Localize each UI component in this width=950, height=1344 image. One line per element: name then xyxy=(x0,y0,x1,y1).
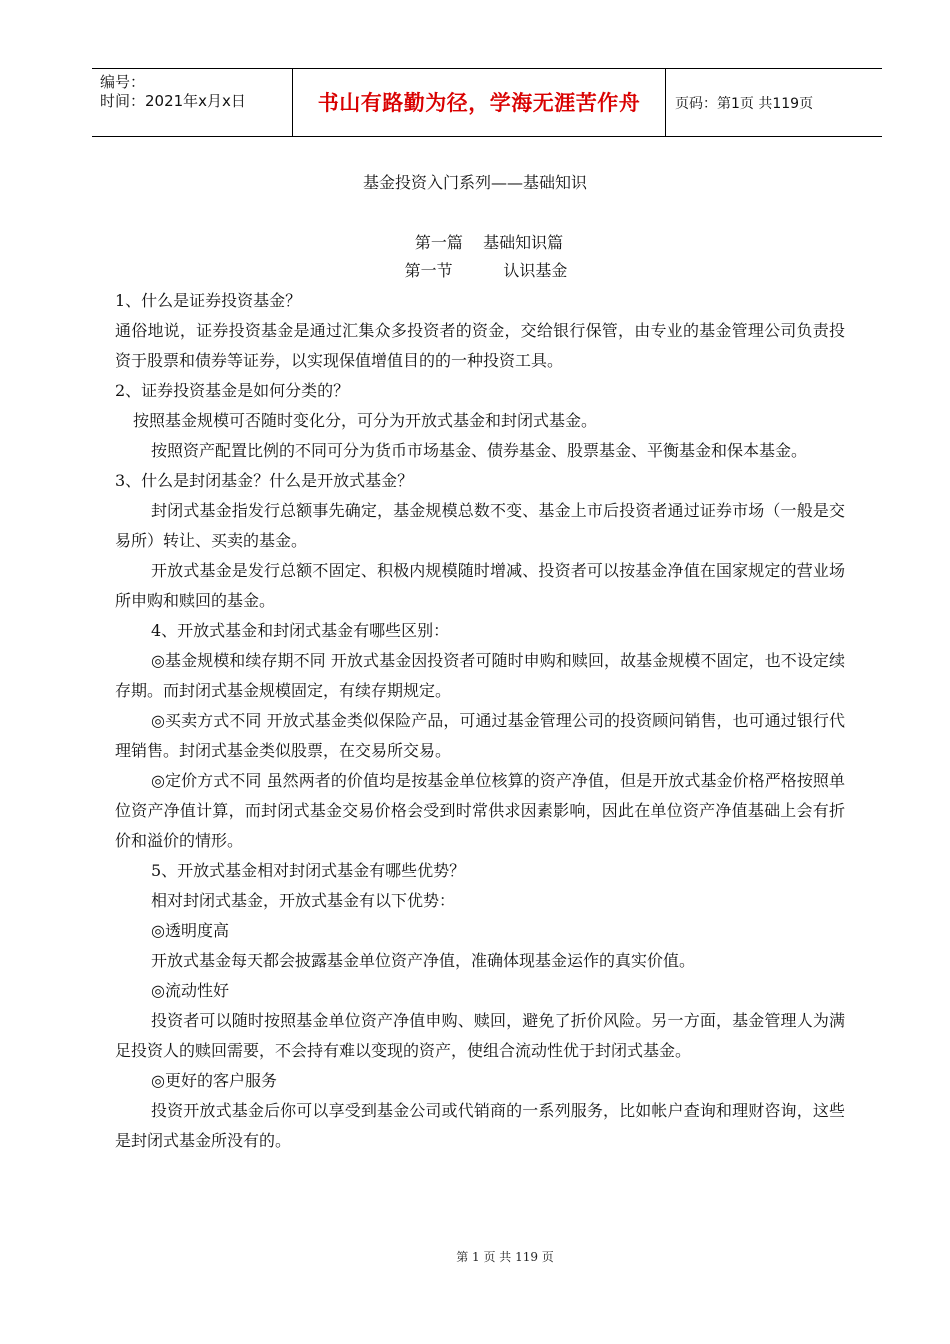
difference-item: ◎基金规模和续存期不同 开放式基金因投资者可随时申购和赎回，故基金规模不固定，也不设定续存期。而封闭式基金规模固定，有续存期规定。 xyxy=(115,651,845,700)
part-title: 第一篇 基础知识篇 xyxy=(414,233,564,252)
question-heading: 1、什么是证券投资基金？ xyxy=(115,291,302,310)
header-motto-cell xyxy=(292,69,666,136)
header-meta-cell xyxy=(92,69,292,136)
document-number-label: 编号： xyxy=(100,73,146,91)
advantage-heading: ◎流动性好 xyxy=(151,981,229,1000)
body-paragraph: 封闭式基金指发行总额事先确定，基金规模总数不变、基金上市后投资者通过证券市场（一般是交易所）转让、买卖的基金。 xyxy=(115,501,845,550)
document-time-label: 时间：2021年x月x日 xyxy=(100,92,246,110)
advantage-heading: ◎更好的客户服务 xyxy=(151,1071,277,1090)
difference-item: ◎定价方式不同 虽然两者的价值均是按基金单位核算的资产净值，但是开放式基金价格严格按照单位资产净值计算，而封闭式基金交易价格会受到时常供求因素影响，因此在单位资产净值基础上会有折价和溢价的情形。 xyxy=(115,771,845,850)
body-paragraph: 投资开放式基金后你可以享受到基金公司或代销商的一系列服务，比如帐户查询和理财咨询，这些是封闭式基金所没有的。 xyxy=(115,1101,845,1150)
body-paragraph: 开放式基金是发行总额不固定、积极内规模随时增减、投资者可以按基金净值在国家规定的营业场所申购和赎回的基金。 xyxy=(115,561,845,610)
header-motto: 书山有路勤为径，学海无涯苦作舟 xyxy=(317,91,641,115)
question-heading: 3、什么是封闭基金？什么是开放式基金？ xyxy=(115,471,414,490)
body-paragraph: 按照资产配置比例的不同可分为货币市场基金、债券基金、股票基金、平衡基金和保本基金。 xyxy=(151,441,808,460)
body-paragraph: 投资者可以随时按照基金单位资产净值申购、赎回，避免了折价风险。另一方面，基金管理人为满足投资人的赎回需要，不会持有难以变现的资产，使组合流动性优于封闭式基金。 xyxy=(115,1011,845,1060)
document-body xyxy=(115,286,845,1156)
body-paragraph: 按照基金规模可否随时变化分，可分为开放式基金和封闭式基金。 xyxy=(133,411,598,430)
difference-item: ◎买卖方式不同 开放式基金类似保险产品，可通过基金管理公司的投资顾问销售，也可通过银行代理销售。封闭式基金类似股票，在交易所交易。 xyxy=(115,711,845,760)
question-heading: 5、开放式基金相对封闭式基金有哪些优势？ xyxy=(151,861,466,880)
page-footer: 第 1 页 共 119 页 xyxy=(456,1250,554,1264)
header-page-cell xyxy=(665,69,882,136)
header-page-info: 页码：第1页 共119页 xyxy=(675,96,814,112)
question-heading: 2、证券投资基金是如何分类的？ xyxy=(115,381,350,400)
body-paragraph: 通俗地说，证券投资基金是通过汇集众多投资者的资金，交给银行保管，由专业的基金管理公司负责投资于股票和债券等证券，以实现保值增值目的的一种投资工具。 xyxy=(115,321,845,370)
question-heading: 4、开放式基金和封闭式基金有哪些区别： xyxy=(151,621,450,640)
body-paragraph: 开放式基金每天都会披露基金单位资产净值，准确体现基金运作的真实价值。 xyxy=(151,951,696,970)
document-title: 基金投资入门系列——基础知识 xyxy=(362,173,587,192)
section-title: 第一节 认识基金 xyxy=(404,261,568,280)
document-header xyxy=(92,68,882,137)
body-paragraph: 相对封闭式基金，开放式基金有以下优势： xyxy=(151,891,456,910)
advantage-heading: ◎透明度高 xyxy=(151,921,229,940)
